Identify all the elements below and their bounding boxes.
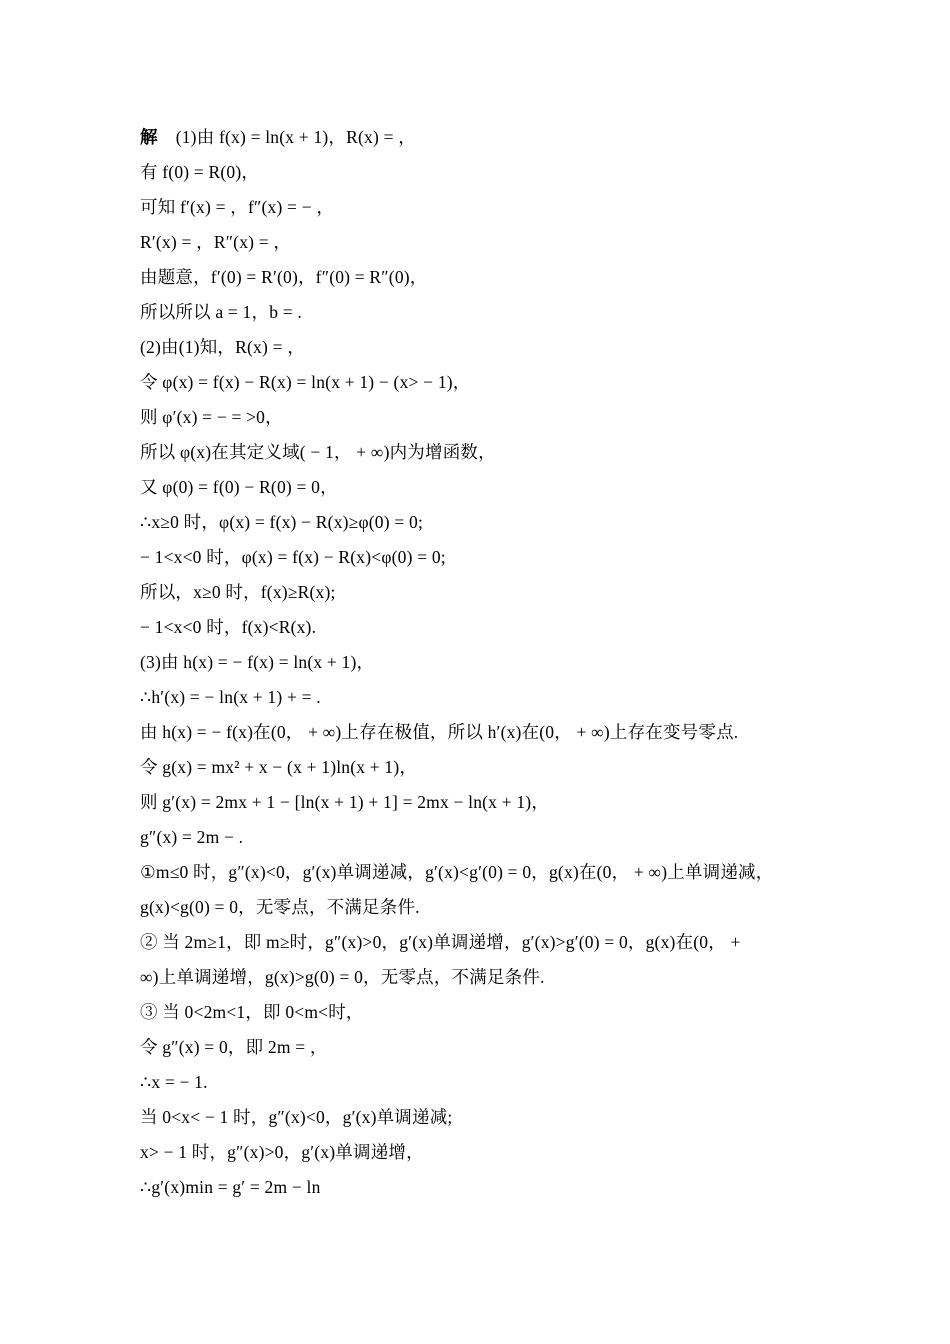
solution-line: 有 f(0) = R(0)， bbox=[140, 162, 260, 182]
solution-line: 则 φ′(x) = − = >0， bbox=[140, 407, 283, 427]
solution-line: (2)由(1)知，R(x) = ， bbox=[140, 337, 305, 357]
solution-line: 由题意，f′(0) = R′(0)，f″(0) = R″(0)， bbox=[140, 267, 428, 287]
solution-line: ∴x≥0 时，φ(x) = f(x) − R(x)≥φ(0) = 0; bbox=[140, 512, 424, 532]
solution-line: g″(x) = 2m − . bbox=[140, 827, 244, 847]
solution-line: 令 g(x) = mx² + x − (x + 1)ln(x + 1)， bbox=[140, 757, 418, 777]
solution-line: 由 h(x) = − f(x)在(0， + ∞)上存在极值，所以 h′(x)在(0， + ∞)上存在变号零点. bbox=[140, 722, 739, 742]
solution-text bbox=[140, 120, 820, 1205]
solution-line: 可知 f′(x) = ，f″(x) = − ， bbox=[140, 197, 335, 217]
solution-line: 令 φ(x) = f(x) − R(x) = ln(x + 1) − (x> − 1)， bbox=[140, 372, 471, 392]
solution-line: ①m≤0 时，g″(x)<0，g′(x)单调递减，g′(x)<g′(0) = 0，g(x)在(0， + ∞)上单调递减， bbox=[140, 862, 774, 882]
solution-line: ∴g′(x)min = g′ = 2m − ln bbox=[140, 1177, 321, 1197]
solution-line: 则 g′(x) = 2mx + 1 − [ln(x + 1) + 1] = 2mx − ln(x + 1)， bbox=[140, 792, 550, 812]
solution-line bbox=[140, 120, 820, 155]
line-text: (1)由 f(x) = ln(x + 1)，R(x) = ， bbox=[175, 127, 416, 147]
solution-line: (3)由 h(x) = − f(x) = ln(x + 1)， bbox=[140, 652, 375, 672]
solution-line: ∴x = − 1. bbox=[140, 1072, 208, 1092]
solution-line: 所以所以 a = 1，b = . bbox=[140, 302, 302, 322]
solution-line: − 1<x<0 时，φ(x) = f(x) − R(x)<φ(0) = 0; bbox=[140, 547, 446, 567]
solution-line: 当 0<x< − 1 时，g″(x)<0，g′(x)单调递减; bbox=[140, 1107, 453, 1127]
solution-line: x> − 1 时，g″(x)>0，g′(x)单调递增， bbox=[140, 1142, 424, 1162]
solution-line: 令 g″(x) = 0，即 2m = ， bbox=[140, 1037, 328, 1057]
solution-line: R′(x) = ，R″(x) = ， bbox=[140, 232, 292, 252]
solution-line: ② 当 2m≥1，即 m≥时，g″(x)>0，g′(x)单调递增，g′(x)>g′(0) = 0，g(x)在(0， + bbox=[140, 932, 741, 952]
solution-line: ∴h′(x) = − ln(x + 1) + = . bbox=[140, 687, 321, 707]
solution-line: ∞)上单调递增，g(x)>g(0) = 0，无零点，不满足条件. bbox=[140, 967, 545, 987]
solution-line: 又 φ(0) = f(0) − R(0) = 0， bbox=[140, 477, 338, 497]
solution-line: 所以 φ(x)在其定义域( − 1， + ∞)内为增函数， bbox=[140, 442, 496, 462]
solution-label: 解 bbox=[140, 128, 158, 148]
solution-line: ③ 当 0<2m<1，即 0<m<时， bbox=[140, 1002, 364, 1022]
solution-line: 所以，x≥0 时，f(x)≥R(x); bbox=[140, 582, 336, 602]
solution-line: g(x)<g(0) = 0，无零点，不满足条件. bbox=[140, 897, 420, 917]
solution-line: − 1<x<0 时，f(x)<R(x). bbox=[140, 617, 317, 637]
